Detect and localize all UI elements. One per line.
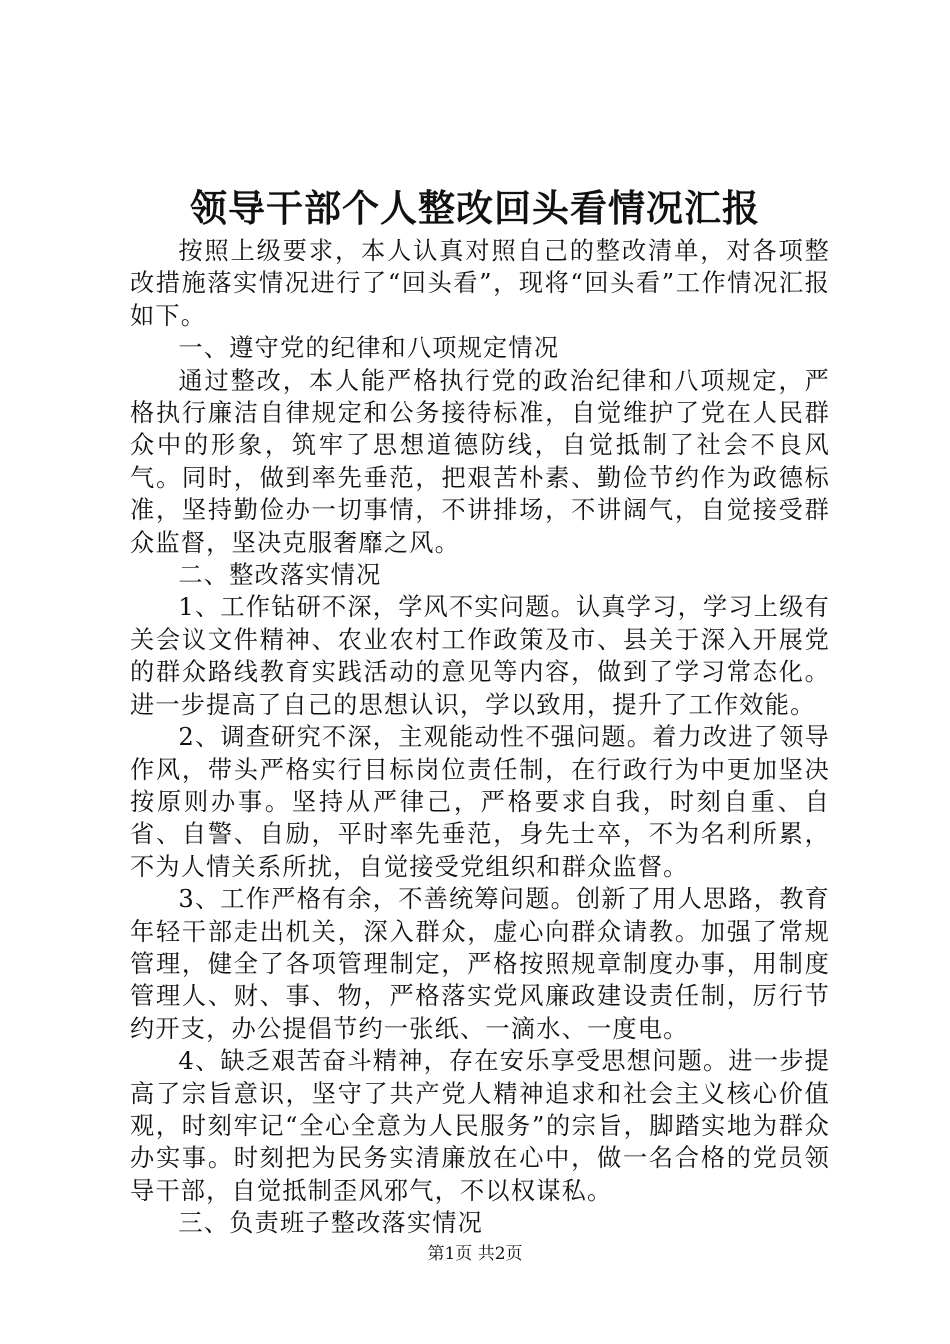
section-heading-3: 三、负责班子整改落实情况 <box>178 1209 484 1238</box>
item-2-paragraph: 2、调查研究不深，主观能动性不强问题。着力改进了领导作风，带头严格实行目标岗位责任制，在行政行为中更加坚决按原则办事。坚持从严律己，严格要求自我，时刻自重、自省、自警、自励，平时率先垂范，身先士卒，不为名利所累，不为人情关系所扰，自觉接受党组织和群众监督。 <box>130 723 830 881</box>
item-1-paragraph: 1、工作钻研不深，学风不实问题。认真学习，学习上级有关会议文件精神、农业农村工作政策及市、县关于深入开展党的群众路线教育实践活动的意见等内容，做到了学习常态化。进一步提高了自己的思想认识，学以致用，提升了工作效能。 <box>130 593 830 719</box>
item-4-paragraph: 4、缺乏艰苦奋斗精神，存在安乐享受思想问题。进一步提高了宗旨意识，坚守了共产党人精神追求和社会主义核心价值观，时刻牢记“全心全意为人民服务”的宗旨，脚踏实地为群众办实事。时刻把为民务实清廉放在心中，做一名合格的党员领导干部，自觉抵制歪风邪气，不以权谋私。 <box>130 1047 830 1205</box>
page-number-footer: 第1页 共2页 <box>427 1244 523 1264</box>
section-1-paragraph: 通过整改，本人能严格执行党的政治纪律和八项规定，严格执行廉洁自律规定和公务接待标准，自觉维护了党在人民群众中的形象，筑牢了思想道德防线，自觉抵制了社会不良风气。同时，做到率先垂范，把艰苦朴素、勤俭节约作为政德标准，坚持勤俭办一切事情，不讲排场，不讲阔气，自觉接受群众监督，坚决克服奢靡之风。 <box>130 366 830 557</box>
document-title: 领导干部个人整改回头看情况汇报 <box>190 186 760 230</box>
intro-paragraph: 按照上级要求，本人认真对照自己的整改清单，对各项整改措施落实情况进行了“回头看”，现将“回头看”工作情况汇报如下。 <box>130 237 830 330</box>
section-heading-2: 二、整改落实情况 <box>178 561 382 590</box>
section-heading-1: 一、遵守党的纪律和八项规定情况 <box>178 334 560 363</box>
item-3-paragraph: 3、工作严格有余，不善统筹问题。创新了用人思路，教育年轻干部走出机关，深入群众，虚心向群众请教。加强了常规管理，健全了各项管理制定，严格按照规章制度办事，用制度管理人、财、事、物，严格落实党风廉政建设责任制，厉行节约开支，办公提倡节约一张纸、一滴水、一度电。 <box>130 885 830 1043</box>
document-body <box>130 235 830 1240</box>
